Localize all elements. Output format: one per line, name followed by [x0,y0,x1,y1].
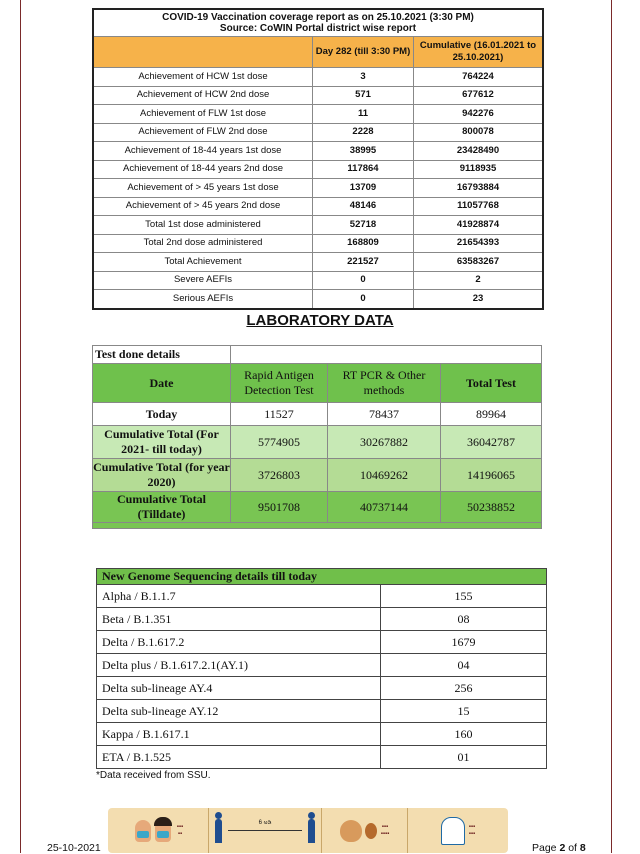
vaccination-day-value: 52718 [313,216,414,235]
vaccination-row [93,142,543,161]
vaccination-day-value: 117864 [313,160,414,179]
vaccination-day-value: 48146 [313,197,414,216]
vaccination-row-label: Achievement of > 45 years 1st dose [93,179,313,198]
lab-caption-empty [231,346,542,364]
vaccination-row [93,234,543,253]
genome-row [97,654,547,677]
genome-row [97,723,547,746]
vaccination-source: Source: CoWIN Portal district wise report [219,23,417,34]
vaccination-cumulative-value: 63583267 [414,253,544,272]
genome-count: 15 [381,700,547,723]
distance-label: 6 ಅಡಿ [258,820,272,826]
lab-total-value: 36042787 [441,426,542,459]
lab-rtpcr-value: 10469262 [328,459,441,492]
lab-test-table [92,345,542,529]
vaccination-cumulative-value: 800078 [414,123,544,142]
vaccination-cumulative-value: 11057768 [414,197,544,216]
vaccination-row-label: Achievement of HCW 1st dose [93,68,313,87]
masked-man-icon [135,820,151,842]
lab-row-label: Cumulative Total (For 2021- till today) [93,426,231,459]
genome-row [97,608,547,631]
vaccination-cumulative-value: 9118935 [414,160,544,179]
awareness-banner [108,808,508,853]
vaccination-doctor-icon [441,817,465,845]
genome-variant: Delta / B.1.617.2 [97,631,381,654]
soap-icon [340,820,362,842]
genome-count: 1679 [381,631,547,654]
vaccination-day-value: 13709 [313,179,414,198]
lab-row-label: Today [93,403,231,426]
genome-row [97,700,547,723]
lab-header-date: Date [93,364,231,403]
vaccination-row-label: Total 2nd dose administered [93,234,313,253]
vaccination-day-value: 11 [313,105,414,124]
lab-rtpcr-value: 30267882 [328,426,441,459]
genome-count: 160 [381,723,547,746]
vaccination-day-value: 168809 [313,234,414,253]
lab-row-tilldate [93,492,542,523]
lab-total-value: 14196065 [441,459,542,492]
vaccination-row-label: Achievement of FLW 2nd dose [93,123,313,142]
lab-rat-value: 5774905 [231,426,328,459]
lab-caption: Test done details [93,346,231,364]
vaccination-day-value: 221527 [313,253,414,272]
person-icon [308,819,315,843]
vaccination-row-label: Achievement of 18-44 years 2nd dose [93,160,313,179]
vaccination-row [93,179,543,198]
genome-variant: Beta / B.1.351 [97,608,381,631]
lab-header-total: Total Test [441,364,542,403]
vaccination-row [93,160,543,179]
vaccination-row [93,290,543,309]
lab-row-2020 [93,459,542,492]
lab-row-2021 [93,426,542,459]
vaccination-cumulative-value: 41928874 [414,216,544,235]
vaccination-row-label: Achievement of FLW 1st dose [93,105,313,124]
vaccination-cumulative-value: 16793884 [414,179,544,198]
genome-sequencing-table [96,568,547,769]
vaccination-row [93,123,543,142]
vaccination-row-label: Total 1st dose administered [93,216,313,235]
genome-count: 04 [381,654,547,677]
header-cumulative: Cumulative (16.01.2021 to 25.10.2021) [414,37,544,68]
lab-header-rat: Rapid Antigen Detection Test [231,364,328,403]
vaccination-row [93,68,543,87]
vaccination-cumulative-value: 677612 [414,86,544,105]
vaccination-day-value: 38995 [313,142,414,161]
footer-date: 25-10-2021 [47,842,101,854]
footer-page-number: Page 2 of 8 [532,842,586,854]
header-blank-cell [93,37,313,68]
vaccination-day-value: 571 [313,86,414,105]
vaccination-cumulative-value: 23 [414,290,544,309]
banner-vaccine-section [408,808,508,853]
header-day: Day 282 (till 3:30 PM) [313,37,414,68]
genome-variant: Delta plus / B.1.617.2.1(AY.1) [97,654,381,677]
genome-row [97,746,547,769]
vaccination-cumulative-value: 2 [414,271,544,290]
vaccination-row-label: Achievement of HCW 2nd dose [93,86,313,105]
vaccination-cumulative-value: 21654393 [414,234,544,253]
banner-handwash-section [322,808,408,853]
vaccination-row-label: Achievement of 18-44 years 1st dose [93,142,313,161]
lab-row-label: Cumulative Total (for year 2020) [93,459,231,492]
sanitizer-drop-icon [365,823,377,839]
lab-rat-value: 3726803 [231,459,328,492]
genome-count: 155 [381,585,547,608]
vaccination-table [92,8,544,310]
lab-header-rtpcr: RT PCR & Other methods [328,364,441,403]
genome-row [97,631,547,654]
lab-total-value: 89964 [441,403,542,426]
vaccination-day-value: 2228 [313,123,414,142]
vaccination-cumulative-value: 764224 [414,68,544,87]
vaccination-row [93,197,543,216]
person-icon [215,819,222,843]
lab-row-today [93,403,542,426]
vaccination-row [93,271,543,290]
vaccination-row [93,216,543,235]
genome-title: New Genome Sequencing details till today [97,569,547,585]
vaccination-row-label: Total Achievement [93,253,313,272]
vaccination-day-value: 0 [313,290,414,309]
masked-woman-icon [155,820,171,842]
lab-total-value: 50238852 [441,492,542,523]
vaccination-title: COVID-19 Vaccination coverage report as on 25.10.2021 (3:30 PM) Source: CoWIN Portal district wise report [93,9,543,37]
lab-row-label: Cumulative Total (Tilldate) [93,492,231,523]
genome-count: 08 [381,608,547,631]
vaccination-day-value: 3 [313,68,414,87]
banner-distance-section [208,808,322,853]
vaccination-cumulative-value: 23428490 [414,142,544,161]
vaccination-row-label: Serious AEFIs [93,290,313,309]
genome-variant: Kappa / B.1.617.1 [97,723,381,746]
banner-handwash-text-icon: ▪▪▪ ▪▪▪▪ [380,823,390,837]
genome-variant: Delta sub-lineage AY.4 [97,677,381,700]
vaccination-row [93,86,543,105]
genome-variant: Delta sub-lineage AY.12 [97,700,381,723]
genome-row [97,677,547,700]
lab-table-bottom-strip [93,523,542,529]
banner-vaccine-text-icon: ▪▪▪ ▪▪▪ [468,823,476,837]
lab-rat-value: 11527 [231,403,328,426]
vaccination-cumulative-value: 942276 [414,105,544,124]
distance-arrow-icon [228,820,302,831]
genome-variant: Alpha / B.1.1.7 [97,585,381,608]
laboratory-data-heading: LABORATORY DATA [246,312,394,329]
vaccination-row-label: Achievement of > 45 years 2nd dose [93,197,313,216]
vaccination-row-label: Severe AEFIs [93,271,313,290]
genome-row [97,585,547,608]
lab-rat-value: 9501708 [231,492,328,523]
genome-count: 256 [381,677,547,700]
lab-rtpcr-value: 40737144 [328,492,441,523]
genome-variant: ETA / B.1.525 [97,746,381,769]
vaccination-row [93,105,543,124]
lab-rtpcr-value: 78437 [328,403,441,426]
banner-mask-text-icon: ▪▪▪ ▪▪ [176,823,184,837]
vaccination-row [93,253,543,272]
vaccination-day-value: 0 [313,271,414,290]
banner-mask-section [108,808,208,853]
ssu-note: *Data received from SSU. [96,770,211,781]
genome-count: 01 [381,746,547,769]
